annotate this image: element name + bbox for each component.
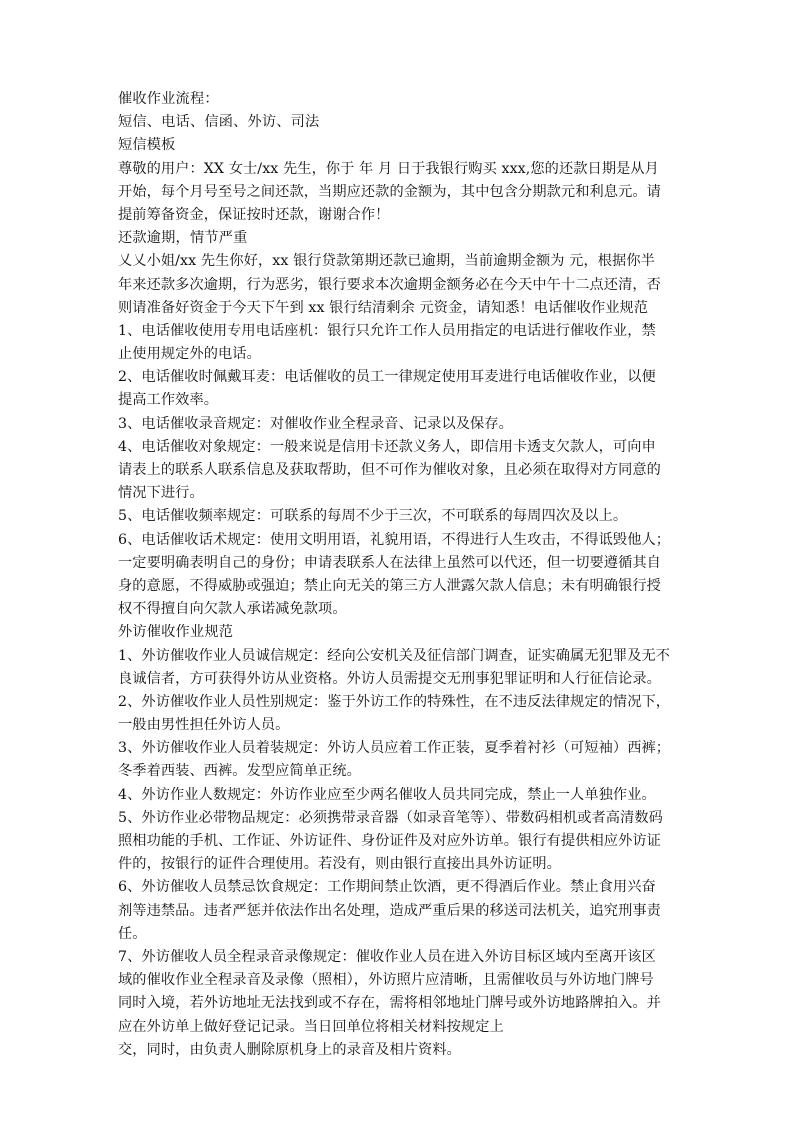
text-line: 2、电话催收时佩戴耳麦：电话催收的员工一律规定使用耳麦进行电话催收作业，以便 [118,369,656,386]
text-line: 剂等违禁品。违者严惩并依法作出名处理，造成严重后果的移送司法机关，追究刑事责 [118,902,661,919]
text-line: 身的意愿，不得威胁或强迫；禁止向无关的第三方人泄露欠款人信息；未有明确银行授 [118,577,661,594]
text-line: 3、电话催收录音规定：对催收作业全程录音、记录以及保存。 [118,415,513,432]
text-line: 同时入境，若外访地址无法找到或不存在，需将相邻地址门牌号或外访地路牌拍入。并 [118,995,661,1012]
text-line: 7、外访催收人员全程录音录像规定：催收作业人员在进入外访目标区域内至离开该区 [118,948,656,965]
text-line: 尊敬的用户：XX 女士/xx 先生，你于 年 月 日于我银行购买 xxx,您的还款日期是从月 [118,160,659,177]
heading-collection-process: 催收作业流程： [118,91,219,107]
text-line: 6、外访催收人员禁忌饮食规定：工作期间禁止饮酒，更不得酒后作业。禁止食用兴奋 [118,879,656,896]
text-line: 件的，按银行的证件合理使用。若没有，则由银行直接出具外访证明。 [118,856,561,873]
text-line: 一般由男性担任外访人员。 [118,717,290,734]
text-line: 4、电话催收对象规定：一般来说是信用卡还款义务人，即信用卡透支欠款人，可向申 [118,438,656,455]
text-line: 情况下进行。 [118,485,204,502]
document-body [118,88,692,1062]
text-line: 域的催收作业全程录音及录像（照相），外访照片应清晰，且需催收员与外访地门牌号 [118,972,654,989]
text-line: 照相功能的手机、工作证、外访证件、身份证件及对应外访单。银行有提供相应外访证 [118,833,661,849]
text-line: 2、外访催收作业人员性别规定：鉴于外访工作的特殊性，在不违反法律规定的情况下， [118,693,671,710]
text-line: 提高工作效率。 [118,392,219,409]
text-line: 年来还款多次逾期，行为恶劣，银行要求本次逾期金额务必在今天中午十二点还清，否 [118,276,661,293]
text-line: 权不得擅自向欠款人承诺减免款项。 [118,601,347,618]
text-line: 良诚信者，方可获得外访从业资格。外访人员需提交无刑事犯罪证明和人行征信论录。 [118,670,661,687]
text-line: 5、外访作业必带物品规定：必须携带录音器（如录音笔等）、带数码相机或者高清数码 [118,809,663,826]
text-line: 则请准备好资金于今天下午到 xx 银行结清剩余 元资金，请知悉！电话催收作业规范 [118,299,649,316]
heading-sms-template: 短信模板 [118,137,176,154]
text-line: 1、外访催收作业人员诚信规定：经向公安机关及征信部门调查，证实确属无犯罪及无不 [118,647,671,664]
text-line: 4、外访作业人数规定：外访作业应至少两名催收人员共同完成，禁止一人单独作业。 [118,786,656,803]
text-line: 冬季着西装、西裤。发型应简单正统。 [118,763,361,780]
text-line: 开始，每个月号至号之间还款，当期应还款的金额为，其中包含分期款元和利息元。请 [118,183,661,200]
text-line: 交，同时，由负责人删除原机身上的录音及相片资料。 [118,1041,461,1058]
text-line: 5、电话催收频率规定：可联系的每周不少于三次，不可联系的每周四次及以上。 [118,508,628,525]
text-line: 一定要明确表明自己的身份；申请表联系人在法律上虽然可以代还，但一切要遵循其自 [118,554,661,571]
heading-overdue-serious: 还款逾期，情节严重 [118,230,248,247]
text-line: 止使用规定外的电话。 [118,346,261,363]
text-line: 应在外访单上做好登记记录。当日回单位将相关材料按规定上 [118,1018,504,1035]
heading-field-visit-rules: 外访催收作业规范 [118,624,234,641]
text-line: 任。 [118,925,147,942]
text-line: 1、电话催收使用专用电话座机：银行只允许工作人员用指定的电话进行催收作业，禁 [118,322,656,339]
text-line: 6、电话催收话术规定：使用文明用语，礼貌用语，不得进行人生攻击，不得诋毁他人； [118,531,671,548]
text-line: 3、外访催收作业人员着装规定：外访人员应着工作正装，夏季着衬衫（可短袖）西裤； [118,740,671,757]
collection-methods: 短信、电话、信函、外访、司法 [118,114,320,131]
text-line: 提前筹备资金，保证按时还款，谢谢合作！ [118,206,390,223]
text-line: 乂乂小姐/xx 先生你好，xx 银行贷款第期还款已逾期，当前逾期金额为 元，根据你半 [118,253,655,270]
text-line: 请表上的联系人联系信息及获取帮助，但不可作为催收对象，且必须在取得对方同意的 [118,462,661,478]
